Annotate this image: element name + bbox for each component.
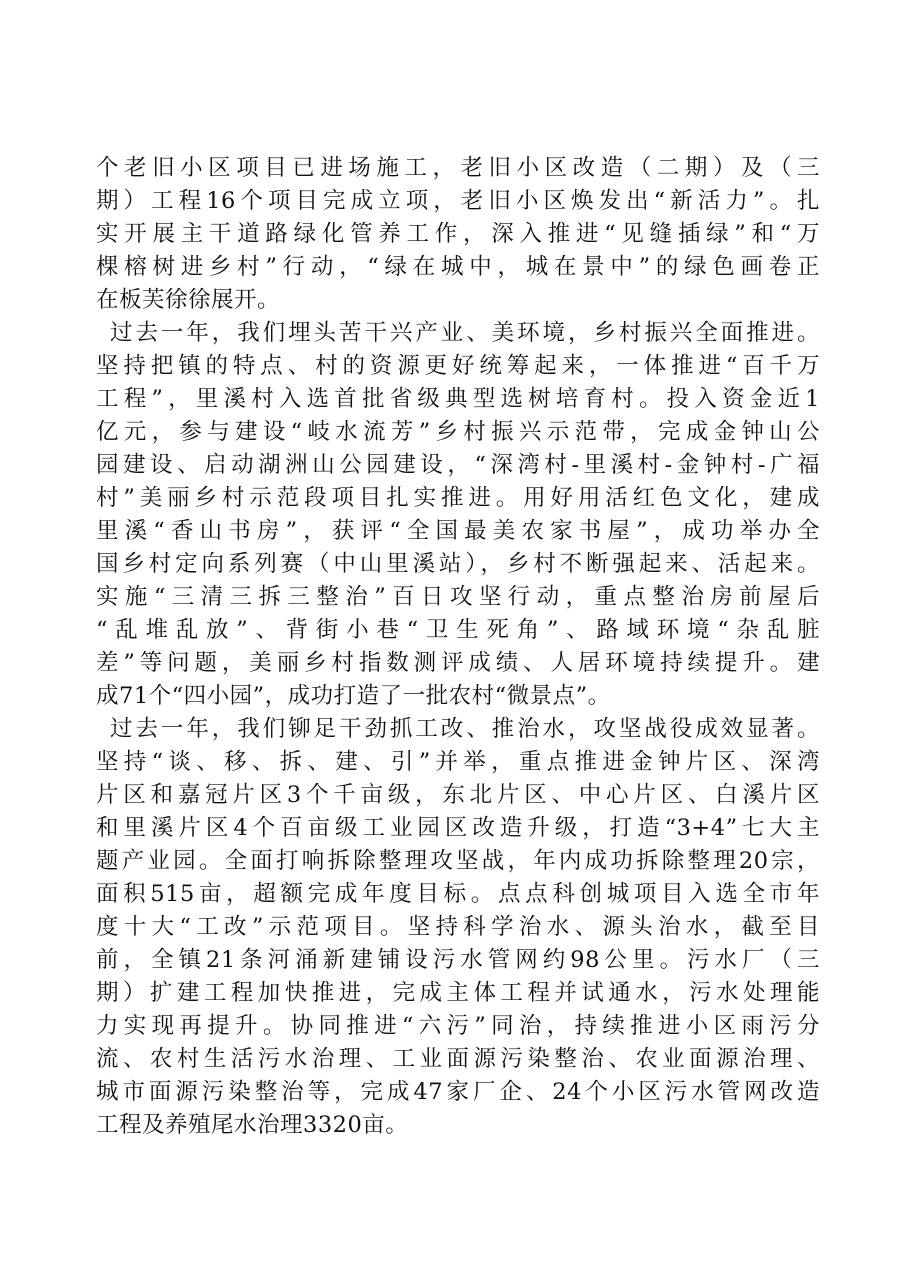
text-line-8: 工程”，里溪村入选首批省级典型选树培育村。投入资金近1 — [96, 386, 820, 412]
text-line-1: 个老旧小区项目已进场施工，老旧小区改造（二期）及（三 — [96, 155, 820, 181]
text-line-10: 园建设、启动湖洲山公园建设，“深湾村-里溪村-金钟村-广福 — [96, 452, 820, 478]
text-line-2: 期）工程16个项目完成立项，老旧小区焕发出“新活力”。扎 — [96, 188, 820, 214]
text-line-3: 实开展主干道路绿化管养工作，深入推进“见缝插绿”和“万 — [96, 221, 820, 247]
text-line-9: 亿元，参与建设“岐水流芳”乡村振兴示范带，完成金钟山公 — [96, 419, 820, 445]
text-line-5: 在板芙徐徐展开。 — [96, 287, 281, 313]
text-line-28: 流、农村生活污水治理、工业面源污染整治、农业面源治理、 — [96, 1046, 820, 1072]
text-line-14: 实施“三清三拆三整治”百日攻坚行动，重点整治房前屋后 — [96, 584, 820, 610]
text-line-13: 国乡村定向系列赛（中山里溪站），乡村不断强起来、活起来。 — [96, 551, 820, 577]
text-line-4: 棵榕树进乡村”行动，“绿在城中，城在景中”的绿色画卷正 — [96, 254, 820, 280]
paragraph-3-first-line: 过去一年，我们铆足干劲抓工改、推治水，攻坚战役成效显著。 — [110, 716, 820, 742]
text-line-24: 度十大“工改”示范项目。坚持科学治水、源头治水，截至目 — [96, 914, 820, 940]
text-line-11: 村”美丽乡村示范段项目扎实推进。用好用活红色文化，建成 — [96, 485, 820, 511]
text-line-19: 坚持“谈、移、拆、建、引”并举，重点推进金钟片区、深湾 — [96, 749, 820, 775]
text-line-17: 成71个“四小园”，成功打造了一批农村“微景点”。 — [96, 683, 611, 709]
text-line-27: 力实现再提升。协同推进“六污”同治，持续推进小区雨污分 — [96, 1013, 820, 1039]
text-line-23: 面积515亩，超额完成年度目标。点点科创城项目入选全市年 — [96, 881, 820, 907]
text-line-12: 里溪“香山书房”，获评“全国最美农家书屋”，成功举办全 — [96, 518, 820, 544]
text-line-16: 差”等问题，美丽乡村指数测评成绩、人居环境持续提升。建 — [96, 650, 820, 676]
text-line-30: 工程及养殖尾水治理3320亩。 — [96, 1112, 409, 1138]
text-line-22: 题产业园。全面打响拆除整理攻坚战，年内成功拆除整理20宗， — [96, 848, 820, 874]
text-line-20: 片区和嘉冠片区3个千亩级，东北片区、中心片区、白溪片区 — [96, 782, 820, 808]
text-line-15: “乱堆乱放”、背街小巷“卫生死角”、路域环境“杂乱脏 — [96, 617, 820, 643]
paragraph-2-first-line: 过去一年，我们埋头苦干兴产业、美环境，乡村振兴全面推进。 — [110, 320, 820, 346]
text-line-21: 和里溪片区4个百亩级工业园区改造升级，打造“3+4”七大主 — [96, 815, 820, 841]
text-line-25: 前，全镇21条河涌新建铺设污水管网约98公里。污水厂（三 — [96, 947, 820, 973]
document-body — [96, 152, 820, 1142]
text-line-7: 坚持把镇的特点、村的资源更好统筹起来，一体推进“百千万 — [96, 353, 820, 379]
text-line-29: 城市面源污染整治等，完成47家厂企、24个小区污水管网改造 — [96, 1079, 820, 1105]
text-line-26: 期）扩建工程加快推进，完成主体工程并试通水，污水处理能 — [96, 980, 820, 1006]
